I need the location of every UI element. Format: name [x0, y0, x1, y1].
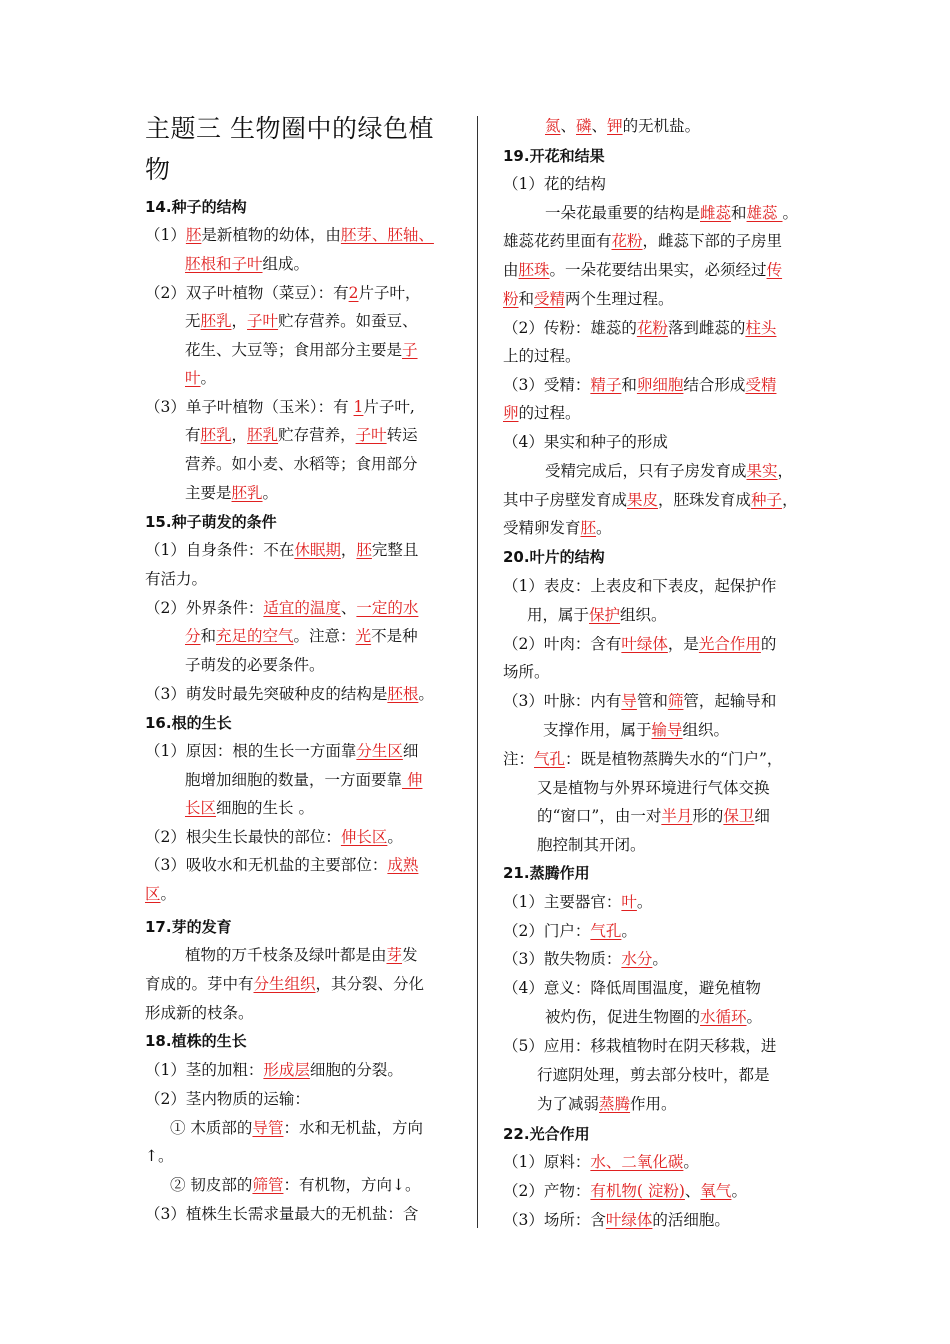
text-line: （1）胚是新植物的幼体，由胚芽、胚轴、: [145, 226, 434, 244]
text-line: 长区细胞的生长 。: [185, 799, 314, 817]
keyword-answer: 氮: [545, 117, 561, 135]
keyword-answer: 伸: [402, 771, 423, 789]
text-line: 胞控制其开闭。: [537, 836, 646, 854]
section-heading: 16.根的生长: [145, 714, 232, 732]
keyword-answer: 区: [145, 885, 161, 903]
keyword-answer: 形成层: [263, 1061, 310, 1079]
keyword-answer: 2: [348, 284, 359, 302]
keyword-answer: 保护: [589, 606, 621, 624]
keyword-answer: 充足的空气: [216, 627, 294, 645]
keyword-answer: 水循环: [700, 1008, 747, 1026]
keyword-answer: 胚乳: [200, 312, 232, 330]
text-line: 叶。: [185, 369, 217, 387]
keyword-answer: 种子: [751, 491, 783, 509]
text-line: 又是植物与外界环境进行气体交换: [537, 779, 770, 797]
keyword-answer: 花粉: [611, 232, 643, 250]
keyword-answer: 叶绿体: [621, 635, 668, 653]
text-line: 注：气孔：既是植物蒸腾失水的“门户”，: [503, 750, 783, 768]
keyword-answer: 适宜的温度: [263, 599, 341, 617]
text-line: 胞增加细胞的数量，一方面要靠 伸: [185, 771, 423, 789]
text-line: 由胚珠。一朵花要结出果实，必须经过传: [503, 261, 783, 279]
keyword-answer: 叶: [185, 369, 201, 387]
keyword-answer: 胚: [580, 519, 597, 537]
text-line: 上的过程。: [503, 347, 581, 365]
keyword-answer: 胚乳: [247, 426, 279, 444]
keyword-answer: 输导: [651, 721, 683, 739]
text-line: 受精完成后，只有子房发育成果实，: [545, 462, 794, 480]
text-line: 子萌发的必要条件。: [185, 656, 325, 674]
keyword-answer: 传: [766, 261, 783, 279]
keyword-answer: 精子: [590, 376, 622, 394]
keyword-answer: 伸长区: [340, 828, 388, 846]
text-line: ↑。: [145, 1147, 174, 1165]
keyword-answer: 光: [355, 627, 372, 645]
column-divider: [477, 116, 478, 1228]
text-line: （3）受精：精子和卵细胞结合形成受精: [503, 376, 777, 394]
text-line: （5）应用：移栽植物时在阴天移栽，进: [503, 1037, 777, 1055]
keyword-answer: 蒸腾: [599, 1095, 631, 1113]
keyword-answer: 光合作用: [698, 635, 761, 653]
keyword-answer: 受精: [534, 290, 566, 308]
text-line: （4）意义：降低周围温度，避免植物: [503, 979, 761, 997]
keyword-answer: 分: [185, 627, 201, 645]
keyword-answer: 钾: [607, 117, 623, 135]
text-line: （1）表皮：上表皮和下表皮，起保护作: [503, 577, 777, 595]
text-line: （2）产物：有机物( 淀粉)、氧气。: [503, 1182, 747, 1200]
keyword-answer: 导管: [252, 1119, 284, 1137]
text-line: 为了减弱蒸腾作用。: [537, 1095, 677, 1113]
keyword-answer: 筛: [667, 692, 684, 710]
keyword-answer: 胚: [185, 226, 202, 244]
text-line: 植物的万千枝条及绿叶都是由芽发: [185, 946, 418, 964]
text-line: （1）茎的加粗：形成层细胞的分裂。: [145, 1061, 403, 1079]
text-line: （1）主要器官：叶。: [503, 893, 653, 911]
text-line: （3）单子叶植物（玉米）：有 1片子叶,: [145, 398, 415, 416]
keyword-answer: 胚根: [387, 685, 419, 703]
section-heading: 19.开花和结果: [503, 147, 605, 165]
text-line: ① 木质部的导管：水和无机盐，方向: [170, 1119, 423, 1137]
text-line: （2）传粉：雄蕊的花粉落到雌蕊的柱头: [503, 319, 777, 337]
keyword-answer: 磷: [576, 117, 592, 135]
section-heading: 17.芽的发育: [145, 918, 232, 936]
text-line: 区。: [145, 885, 177, 903]
text-line: 卵的过程。: [503, 404, 581, 422]
keyword-answer: 1: [353, 398, 364, 416]
text-line: 有胚乳，胚乳贮存营养，子叶转运: [185, 426, 418, 444]
keyword-answer: 休眠期: [294, 541, 341, 559]
text-line: 雄蕊花药里面有花粉，雌蕊下部的子房里: [503, 232, 783, 250]
text-line: 育成的。芽中有分生组织，其分裂、分化: [145, 975, 425, 993]
text-line: 形成新的枝条。: [145, 1004, 254, 1022]
text-line: 分和充足的空气。注意：光不是种: [185, 627, 418, 645]
text-line: （3）植株生长需求量最大的无机盐：含: [145, 1205, 419, 1223]
text-line: （3）萌发时最先突破种皮的结构是胚根。: [145, 685, 434, 703]
keyword-answer: 筛管: [252, 1176, 284, 1194]
keyword-answer: 雄蕊: [746, 204, 783, 222]
text-line: 用，属于保护组织。: [527, 606, 667, 624]
section-heading: 21.蒸腾作用: [503, 864, 590, 882]
keyword-answer: 导: [621, 692, 637, 710]
keyword-answer: 受精: [745, 376, 777, 394]
text-line: （2）门户：气孔。: [503, 922, 637, 940]
keyword-answer: 子叶: [247, 312, 279, 330]
keyword-answer: 有机物( 淀粉): [590, 1182, 685, 1200]
text-line: 胚根和子叶组成。: [185, 255, 310, 273]
keyword-answer: 气孔: [590, 922, 622, 940]
keyword-answer: 叶: [621, 893, 637, 911]
text-line: 被灼伤，促进生物圈的水循环。: [545, 1008, 763, 1026]
section-heading: 15.种子萌发的条件: [145, 513, 277, 531]
keyword-answer: 胚: [356, 541, 372, 559]
keyword-answer: 叶绿体: [605, 1211, 653, 1229]
text-line: （1）自身条件：不在休眠期，胚完整且: [145, 541, 419, 559]
text-line: 受精卵发育胚。: [503, 519, 612, 537]
keyword-answer: 分生组织: [253, 975, 316, 993]
text-line: 粉和受精两个生理过程。: [503, 290, 674, 308]
section-heading: 14.种子的结构: [145, 198, 247, 216]
keyword-answer: 胚珠: [518, 261, 550, 279]
page-title: 主题三 生物圈中的绿色植物: [145, 114, 434, 184]
keyword-answer: 胚乳: [231, 484, 263, 502]
text-line: 支撑作用，属于输导组织。: [543, 721, 730, 739]
text-line: （1）原料：水、二氧化碳。: [503, 1153, 699, 1171]
text-line: （2）茎内物质的运输：: [145, 1090, 310, 1108]
keyword-answer: 柱头: [745, 319, 777, 337]
text-line: 花生、大豆等；食用部分主要是子: [185, 341, 418, 359]
keyword-answer: 花粉: [636, 319, 668, 337]
keyword-answer: 长区: [185, 799, 217, 817]
section-heading: 22.光合作用: [503, 1125, 590, 1143]
text-line: 行遮阴处理，剪去部分枝叶，都是: [537, 1066, 770, 1084]
keyword-answer: 芽: [386, 946, 403, 964]
text-line: 主要是胚乳。: [185, 484, 279, 502]
text-line: 营养。如小麦、水稻等；食用部分: [185, 455, 418, 473]
keyword-answer: 保卫: [723, 807, 755, 825]
text-line: 其中子房壁发育成果皮，胚珠发育成种子，: [503, 491, 798, 509]
keyword-answer: 果实: [746, 462, 778, 480]
keyword-answer: 雌蕊: [700, 204, 732, 222]
keyword-answer: 水分: [621, 950, 653, 968]
keyword-answer: 胚芽、胚轴、: [340, 226, 434, 244]
keyword-answer: 卵: [503, 404, 519, 422]
text-line: ② 韧皮部的筛管：有机物，方向↓。: [170, 1176, 421, 1194]
text-line: （2）根尖生长最快的部位：伸长区。: [145, 828, 403, 846]
text-line: （2）叶肉：含有叶绿体，是光合作用的: [503, 635, 777, 653]
section-heading: 18.植株的生长: [145, 1032, 247, 1050]
text-line: （3）吸收水和无机盐的主要部位：成熟: [145, 856, 419, 874]
text-line: 一朵花最重要的结构是雌蕊和雄蕊 。: [545, 204, 798, 222]
text-line: （2）双子叶植物（菜豆）：有2片子叶，: [145, 284, 421, 302]
keyword-answer: 分生区: [356, 742, 403, 760]
keyword-answer: 半月: [661, 807, 693, 825]
keyword-answer: 胚乳: [200, 426, 232, 444]
keyword-answer: 子叶: [355, 426, 387, 444]
text-line: 有活力。: [145, 570, 208, 588]
keyword-answer: 一定的水: [356, 599, 419, 617]
text-line: 的“窗口”，由一对半月形的保卫细: [537, 807, 770, 825]
keyword-answer: 卵细胞: [636, 376, 684, 394]
text-line: （1）原因：根的生长一方面靠分生区细: [145, 742, 419, 760]
text-line: （1）花的结构: [503, 175, 606, 193]
keyword-answer: 氧气: [700, 1182, 732, 1200]
keyword-answer: 果皮: [627, 491, 659, 509]
text-line: （3）场所：含叶绿体的活细胞。: [503, 1211, 730, 1229]
keyword-answer: 子: [402, 341, 418, 359]
text-line: 场所。: [503, 663, 550, 681]
text-line: 无胚乳，子叶贮存营养。如蚕豆、: [185, 312, 418, 330]
text-line: （3）散失物质：水分。: [503, 950, 668, 968]
keyword-answer: 粉: [503, 290, 519, 308]
keyword-answer: 水、二氧化碳: [590, 1153, 684, 1171]
keyword-answer: 胚根和子叶: [185, 255, 263, 273]
text-line: 氮、磷、钾的无机盐。: [545, 117, 701, 135]
keyword-answer: 气孔: [534, 750, 566, 768]
section-heading: 20.叶片的结构: [503, 548, 605, 566]
text-line: （4）果实和种子的形成: [503, 433, 668, 451]
keyword-answer: 成熟: [387, 856, 419, 874]
text-line: （2）外界条件：适宜的温度、一定的水: [145, 599, 419, 617]
text-line: （3）叶脉：内有导管和筛管，起输导和: [503, 692, 777, 710]
